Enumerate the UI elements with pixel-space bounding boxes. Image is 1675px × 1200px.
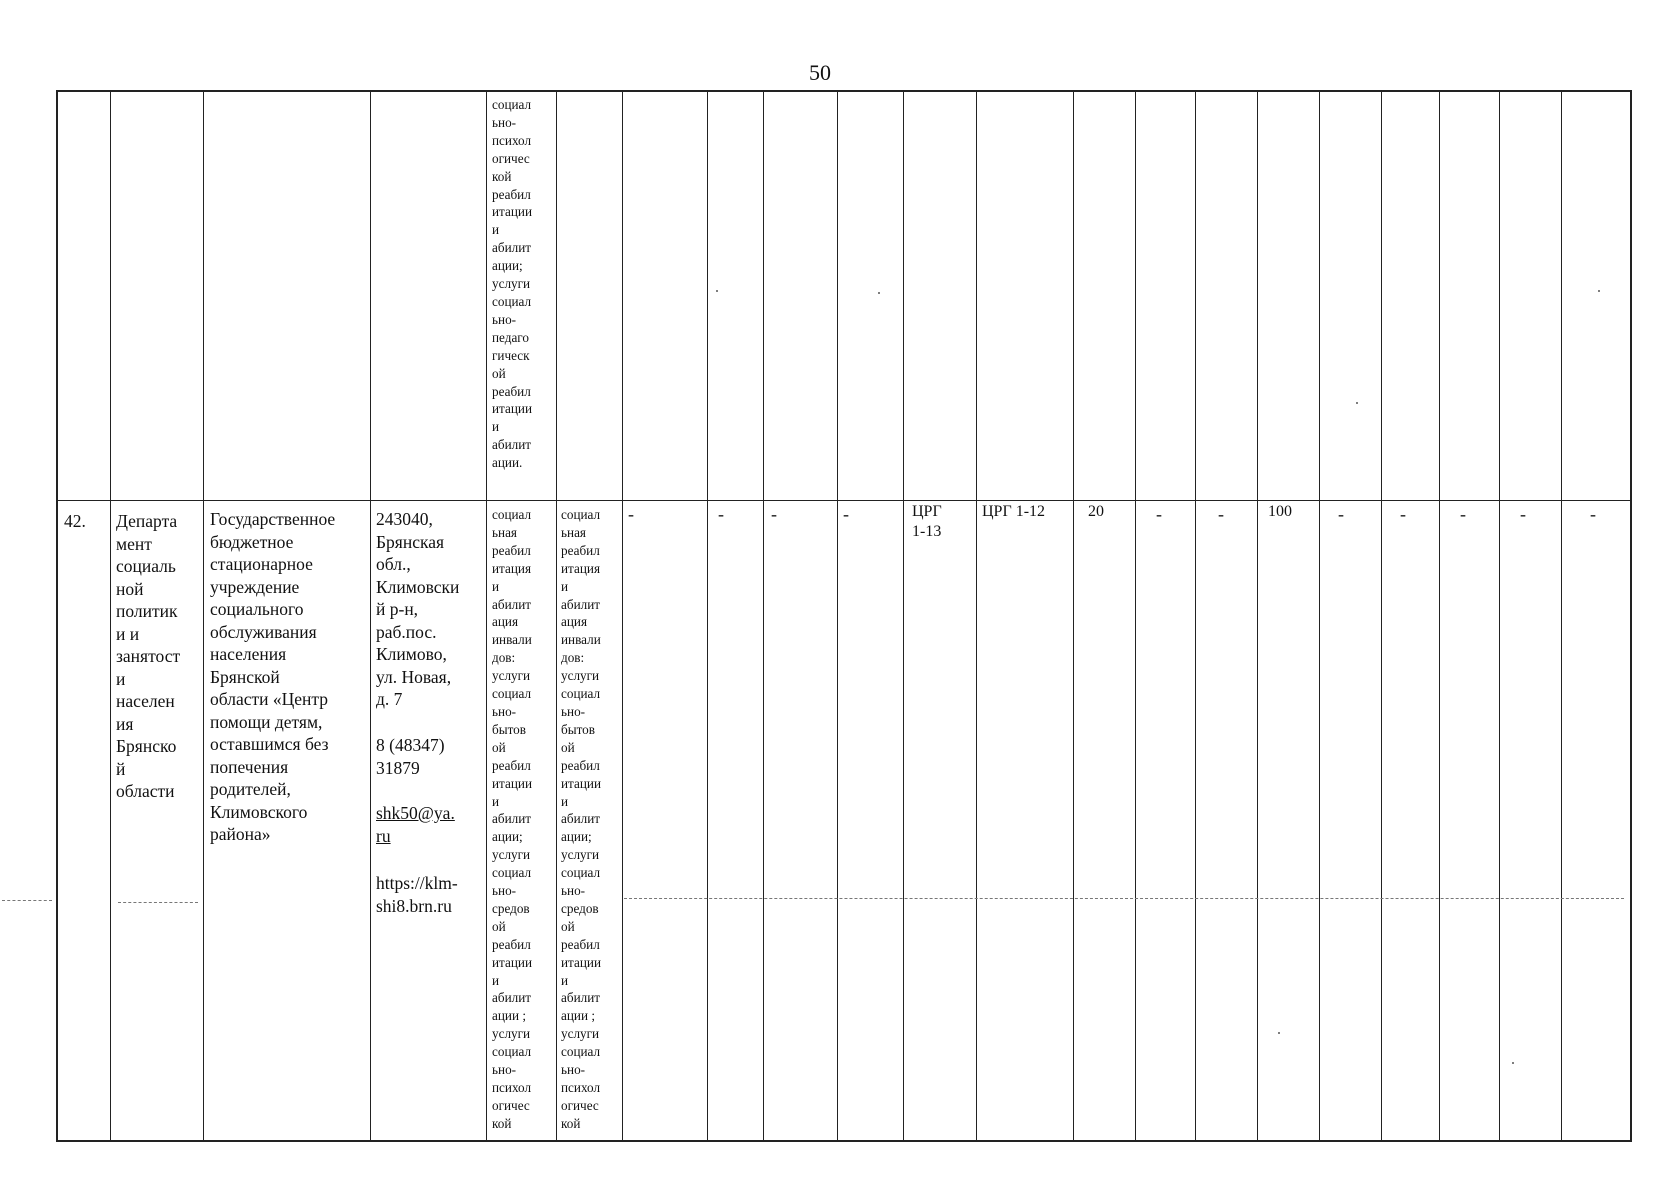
col11-value: ЦРГ 1-13 bbox=[912, 503, 942, 540]
col15-value: - bbox=[1218, 504, 1224, 524]
column-line bbox=[976, 92, 977, 1140]
col21-value: - bbox=[1590, 504, 1596, 524]
column-line bbox=[1073, 92, 1074, 1140]
continuation-services-text: социал ьно- психол огичес кой реабил итации и абилит ации; услуги социал ьно- педаго гическ ой реабил итации и абилит ации. bbox=[492, 97, 533, 471]
organization-phone: 8 (48347) 31879 bbox=[376, 735, 445, 778]
col13-value: 20 bbox=[1088, 503, 1104, 520]
column-line bbox=[370, 92, 371, 1140]
col18-value: - bbox=[1400, 504, 1406, 524]
services-table bbox=[56, 90, 1632, 1142]
col12-value: ЦРГ 1-12 bbox=[982, 503, 1046, 520]
services-list-b: социал ьная реабил итация и абилит ация инвали дов: услуги социал ьно- бытов ой реабил итации и абилит ации; услуги социал ьно- средов ой реабил итации и абилит ации ; услуги социал ьно- психол огичес кой bbox=[561, 507, 602, 1131]
col9-value: - bbox=[771, 504, 777, 524]
column-line bbox=[1561, 92, 1562, 1140]
scan-artifact bbox=[2, 900, 52, 901]
scan-artifact bbox=[1598, 290, 1600, 292]
column-line bbox=[486, 92, 487, 1140]
organization-address: 243040, Брянская обл., Климовски й р-н, раб.пос. Климово, ул. Новая, д. 7 bbox=[376, 509, 460, 709]
services-list-a: социал ьная реабил итация и абилит ация инвали дов: услуги социал ьно- бытов ой реабил итации и абилит ации; услуги социал ьно- средов ой реабил итации и абилит ации ; услуги социал ьно- психол огичес кой bbox=[492, 507, 533, 1131]
col16-value: 100 bbox=[1268, 503, 1292, 520]
organization-website-link[interactable]: https://klm- shi8.brn.ru bbox=[376, 873, 458, 916]
scan-artifact bbox=[1278, 1032, 1280, 1034]
col17-value: - bbox=[1338, 504, 1344, 524]
row-number: 42. bbox=[64, 511, 86, 531]
column-line bbox=[837, 92, 838, 1140]
scan-artifact bbox=[878, 292, 880, 294]
organization-name: Государственное бюджетное стационарное учреждение социального обслуживания населения Брянской области «Центр помощи детям, оставшимся без попечения родителей, Климовского района» bbox=[210, 509, 336, 844]
row-separator bbox=[58, 500, 1630, 501]
column-line bbox=[1439, 92, 1440, 1140]
column-line bbox=[203, 92, 204, 1140]
column-line bbox=[1319, 92, 1320, 1140]
scan-artifact bbox=[716, 290, 718, 292]
scan-artifact bbox=[1356, 402, 1358, 404]
column-line bbox=[556, 92, 557, 1140]
column-line bbox=[707, 92, 708, 1140]
col20-value: - bbox=[1520, 504, 1526, 524]
scan-artifact bbox=[1512, 1062, 1514, 1064]
column-line bbox=[763, 92, 764, 1140]
col7-value: - bbox=[628, 504, 634, 524]
scan-artifact bbox=[624, 898, 1624, 899]
col10-value: - bbox=[843, 504, 849, 524]
column-line bbox=[1195, 92, 1196, 1140]
organization-email-link[interactable]: shk50@ya. ru bbox=[376, 803, 455, 846]
col8-value: - bbox=[718, 504, 724, 524]
column-line bbox=[1257, 92, 1258, 1140]
column-line bbox=[622, 92, 623, 1140]
col14-value: - bbox=[1156, 504, 1162, 524]
column-line bbox=[110, 92, 111, 1140]
column-line bbox=[1135, 92, 1136, 1140]
column-line bbox=[903, 92, 904, 1140]
col19-value: - bbox=[1460, 504, 1466, 524]
page-number: 50 bbox=[809, 60, 831, 85]
scan-artifact bbox=[118, 902, 198, 903]
column-line bbox=[1499, 92, 1500, 1140]
department-name: Департа мент социаль ной политик и и занятост и населен ия Брянско й области bbox=[116, 511, 181, 801]
column-line bbox=[1381, 92, 1382, 1140]
